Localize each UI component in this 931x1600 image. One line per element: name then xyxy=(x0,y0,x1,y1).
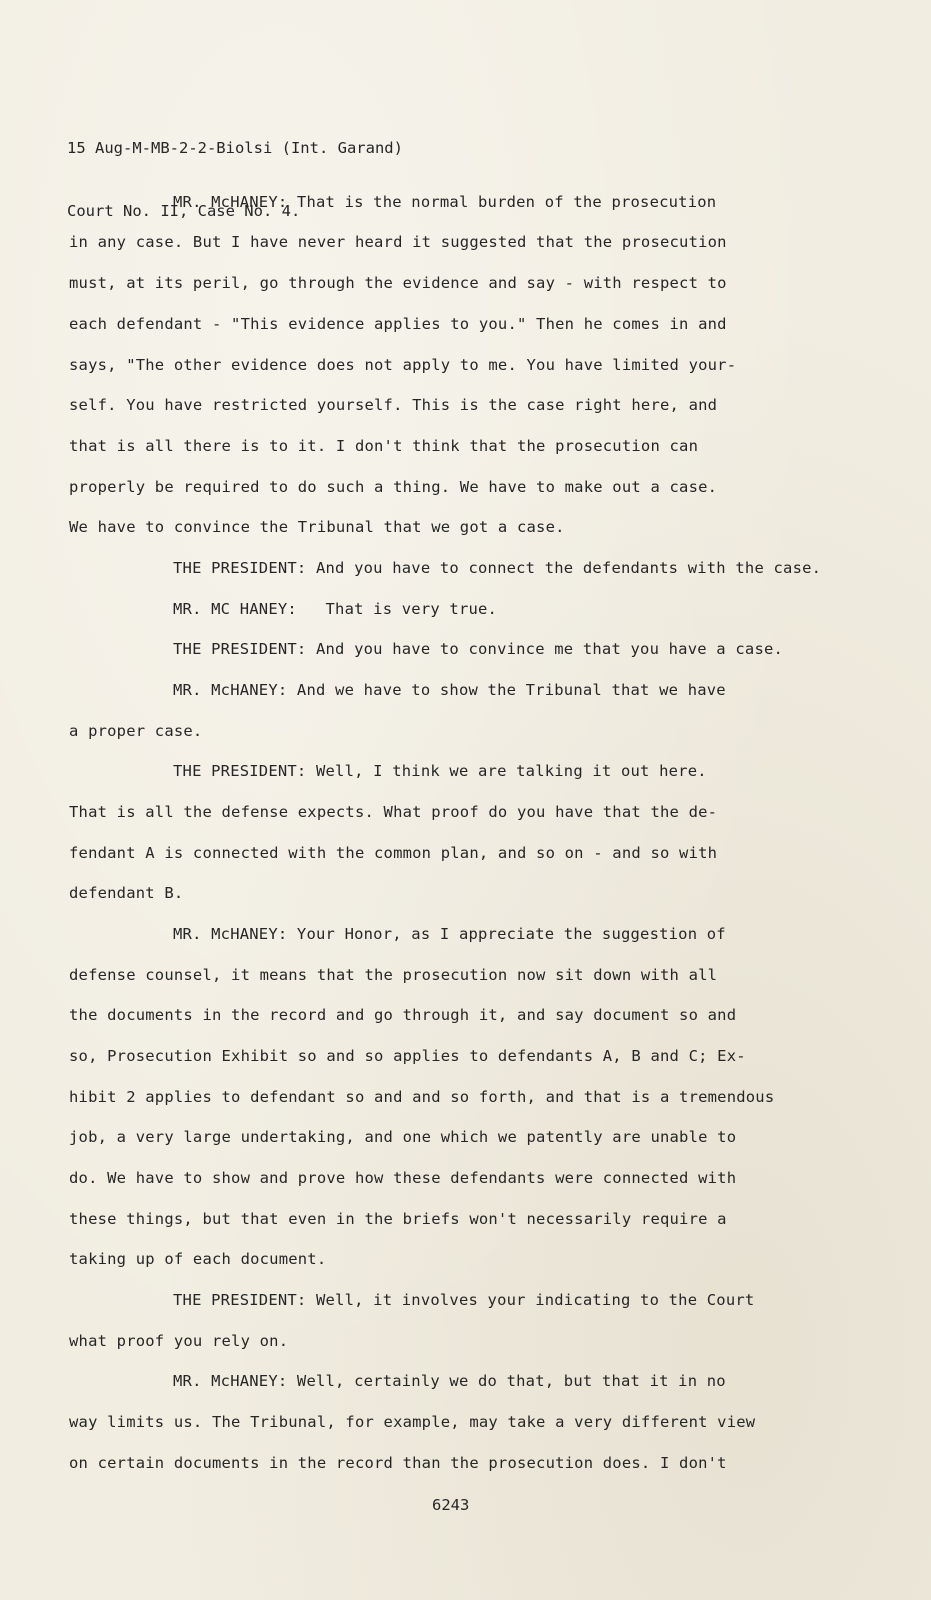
text-line: MR. McHANEY: Your Honor, as I appreciate the suggestion of xyxy=(173,925,726,943)
text-line: do. We have to show and prove how these defendants were connected with xyxy=(69,1169,737,1187)
text-line: in any case. But I have never heard it suggested that the prosecution xyxy=(69,233,727,251)
text-line: defense counsel, it means that the prosecution now sit down with all xyxy=(69,966,718,984)
text-line: taking up of each document. xyxy=(69,1250,327,1268)
text-line: MR. McHANEY: That is the normal burden of the prosecution xyxy=(173,193,717,211)
text-line: fendant A is connected with the common plan, and so on - and so with xyxy=(69,844,718,862)
header-line-2: Court No. II, Case No. 4. xyxy=(67,202,301,220)
text-line: hibit 2 applies to defendant so and and so forth, and that is a tremendous xyxy=(69,1088,775,1106)
text-line: on certain documents in the record than the prosecution does. I don't xyxy=(69,1454,727,1472)
text-line: defendant B. xyxy=(69,884,184,902)
text-line: MR. McHANEY: Well, certainly we do that, but that it in no xyxy=(173,1372,726,1390)
page-number: 6243 xyxy=(432,1496,470,1514)
text-line: THE PRESIDENT: Well, I think we are talking it out here. xyxy=(173,762,707,780)
text-line: properly be required to do such a thing. We have to make out a case. xyxy=(69,478,718,496)
text-line: way limits us. The Tribunal, for example, may take a very different view xyxy=(69,1413,756,1431)
text-line: That is all the defense expects. What proof do you have that the de- xyxy=(69,803,718,821)
text-line: MR. McHANEY: And we have to show the Tribunal that we have xyxy=(173,681,726,699)
text-line: says, "The other evidence does not apply to me. You have limited your- xyxy=(69,356,737,374)
text-line: the documents in the record and go through it, and say document so and xyxy=(69,1006,737,1024)
text-line: each defendant - "This evidence applies to you." Then he comes in and xyxy=(69,315,727,333)
text-line: THE PRESIDENT: And you have to convince me that you have a case. xyxy=(173,640,784,658)
header-line-1: 15 Aug-M-MB-2-2-Biolsi (Int. Garand) xyxy=(67,139,403,157)
text-line: THE PRESIDENT: And you have to connect the defendants with the case. xyxy=(173,559,822,577)
text-line: must, at its peril, go through the evidence and say - with respect to xyxy=(69,274,727,292)
text-line: what proof you rely on. xyxy=(69,1332,289,1350)
text-line: that is all there is to it. I don't think that the prosecution can xyxy=(69,437,699,455)
text-line: We have to convince the Tribunal that we got a case. xyxy=(69,518,565,536)
text-line: THE PRESIDENT: Well, it involves your indicating to the Court xyxy=(173,1291,755,1309)
text-line: MR. MC HANEY: That is very true. xyxy=(173,600,498,618)
text-line: these things, but that even in the briefs won't necessarily require a xyxy=(69,1210,727,1228)
text-line: a proper case. xyxy=(69,722,203,740)
text-line: self. You have restricted yourself. This is the case right here, and xyxy=(69,396,718,414)
text-line: job, a very large undertaking, and one which we patently are unable to xyxy=(69,1128,737,1146)
text-line: so, Prosecution Exhibit so and so applies to defendants A, B and C; Ex- xyxy=(69,1047,746,1065)
